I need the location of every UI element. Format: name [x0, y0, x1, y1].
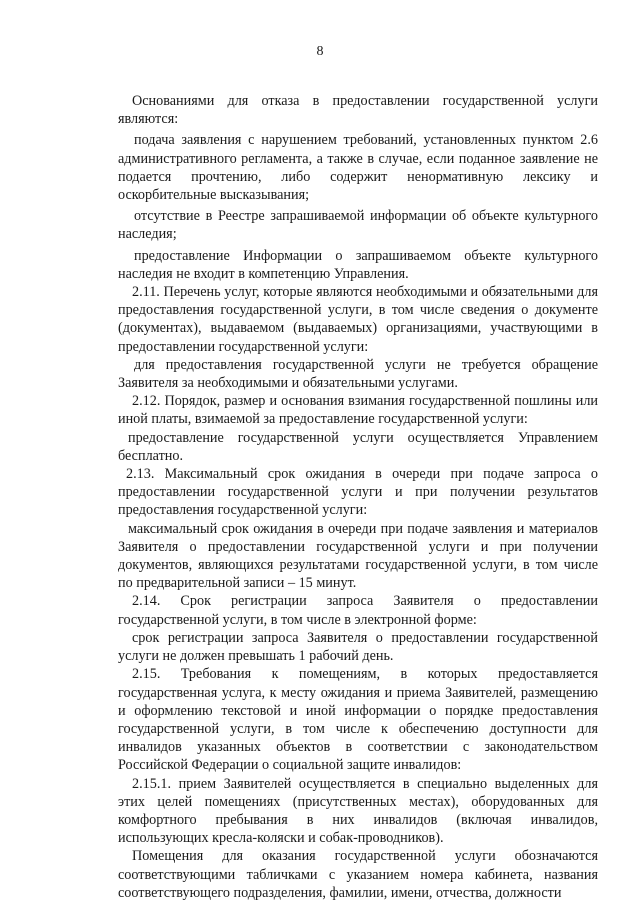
- paragraph-section-2-15: 2.15. Требования к помещениям, в которых предоставляется государственная услуга, к месту ожидания и приема Заявителей, размещению и оформлению текстовой и иной информации о порядке предоставления государственной услуги, в том числе к обеспечению доступности для инвалидов указанных объектов в соответствии с законодательством Российской Федерации о социальной защите инвалидов:: [118, 666, 598, 774]
- paragraph-section-2-14-answer: срок регистрации запроса Заявителя о предоставлении государственной услуги не должен превышать 1 рабочий день.: [118, 629, 598, 665]
- paragraph-section-2-15-1: 2.15.1. прием Заявителей осуществляется в специально выделенных для этих целей помещениях (присутственных местах), оборудованных для комфортного пребывания в них инвалидов (включая инвалидов, использующих кресла-коляски и собак-проводников).: [118, 775, 598, 847]
- paragraph-section-2-11: 2.11. Перечень услуг, которые являются необходимыми и обязательными для предоставления государственной услуги, в том числе сведения о документе (документах), выдаваемом (выдаваемых) организациями, участвующими в предоставлении государственной услуги:: [118, 284, 598, 355]
- paragraph-section-2-11-answer: для предоставления государственной услуги не требуется обращение Заявителя за необходимыми и обязательными услугами.: [118, 356, 598, 392]
- paragraph-refusal-item-3: предоставление Информации о запрашиваемом объекте культурного наследия не входит в компетенцию Управления.: [118, 247, 598, 282]
- paragraph-refusal-item-2: отсутствие в Реестре запрашиваемой информации об объекте культурного наследия;: [118, 208, 598, 243]
- paragraph-section-2-12: 2.12. Порядок, размер и основания взимания государственной пошлины или иной платы, взимаемой за предоставление государственной услуги:: [118, 393, 598, 428]
- paragraph-refusal-item-1: подача заявления с нарушением требований, установленных пунктом 2.6 административного регламента, а также в случае, если поданное заявление не подается прочтению, либо содержит ненормативную лексику и оскорбительные высказывания;: [118, 132, 598, 204]
- paragraph-section-2-13-answer: максимальный срок ожидания в очереди при подаче заявления и материалов Заявителя о предоставлении государственной услуги и при получении документов, являющихся результатами государственной услуги, в том числе по предварительной записи – 15 минут.: [118, 520, 598, 592]
- document-body: [118, 92, 598, 902]
- paragraph-section-2-13: 2.13. Максимальный срок ожидания в очереди при подаче запроса о предоставлении государственной услуги и при получении результатов предоставления государственной услуги:: [118, 466, 598, 519]
- paragraph-premises: Помещения для оказания государственной услуги обозначаются соответствующими табличками с указанием номера кабинета, названия соответствующего подразделения, фамилии, имени, отчества, должности: [118, 848, 598, 901]
- paragraph-section-2-14: 2.14. Срок регистрации запроса Заявителя о предоставлении государственной услуги, в том числе в электронной форме:: [118, 593, 598, 628]
- page-number: 8: [316, 44, 324, 59]
- paragraph-section-2-12-answer: предоставление государственной услуги осуществляется Управлением бесплатно.: [118, 429, 598, 464]
- paragraph-refusal-grounds: Основаниями для отказа в предоставлении государственной услуги являются:: [118, 93, 598, 128]
